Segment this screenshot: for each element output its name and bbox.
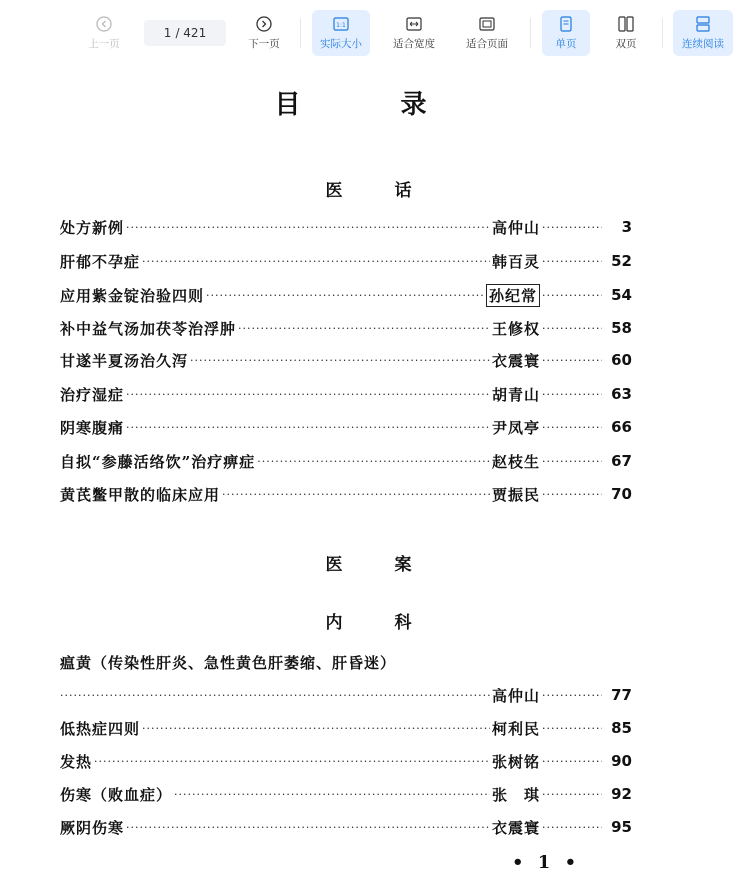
double-page-label: 双页 [615,37,637,50]
continuous-read-label: 连续阅读 [682,37,724,50]
toc-entry-title: 低热症四则 [60,719,141,738]
toc-leader [190,354,490,367]
toc-leader [542,488,602,501]
toc-entry-page: 92 [611,785,632,803]
toc-entry[interactable] [60,749,632,773]
toc-entry-title: 伤寒（败血症） [60,785,173,804]
toc-leader [542,788,602,801]
chevron-right-circle-icon [256,16,272,32]
toc-entry-title: 补中益气汤加茯苓治浮肿 [60,319,237,338]
next-page-button[interactable] [242,10,286,56]
subsection-heading-right: 科 [394,613,412,633]
page-indicator [144,20,226,46]
section-heading-left: 医 [325,555,343,575]
toc-leader [126,421,490,434]
toc-entry-title: 肝郁不孕症 [60,252,141,271]
toc-entry-author: 张 琪 [491,785,540,804]
toc-entry-page: 63 [611,385,632,403]
chevron-left-circle-icon [96,16,112,32]
toc-entry-author: 韩百灵 [491,252,540,271]
fit-width-icon [406,16,422,32]
toc-leader [542,421,602,434]
toc-entry-page: 70 [611,485,632,503]
toc-entry-title: 治疗湿症 [60,385,125,404]
toc-entry-title: 黄芪鳖甲散的临床应用 [60,485,221,504]
prev-page-button[interactable] [84,10,124,56]
toc-entry-title: 发热 [60,752,93,771]
toc-entry-page: 60 [611,351,632,369]
toc-entry-author: 衣震寰 [491,351,540,370]
toc-entry-page: 3 [621,218,632,236]
section-heading-yian [0,550,737,575]
page-number: • 1 • [512,852,581,873]
toc-entry[interactable] [60,382,632,406]
toc-title: 目录 [274,90,527,120]
toc-leader [222,488,490,501]
toc-leader [542,354,602,367]
toc-entry-author: 柯利民 [491,719,540,738]
actual-size-button[interactable] [312,10,370,56]
toc-entry-author: 贾振民 [491,485,540,504]
toc-entry[interactable] [60,249,632,273]
single-page-icon [558,16,574,32]
toc-entry-page: 85 [611,719,632,737]
toc-entry[interactable] [60,449,632,473]
toc-entry[interactable] [60,815,632,839]
toc-leader [542,755,602,768]
svg-text:1:1: 1:1 [336,21,346,29]
toc-entry-page: 95 [611,818,632,836]
toc-entry-title: 自拟“参藤活络饮”治疗痹症 [60,452,256,471]
toc-leader [542,255,602,268]
fit-page-icon [479,16,495,32]
toolbar-divider [530,18,531,48]
toc-leader [238,322,490,335]
toc-entry-page: 54 [611,286,632,304]
toc-leader [142,722,490,735]
fit-width-button[interactable] [386,10,442,56]
fit-page-button[interactable] [458,10,516,56]
actual-size-icon [333,16,349,32]
toc-entry[interactable] [60,348,632,372]
toc-entry-title: 应用紫金锭治验四则 [60,286,205,305]
toc-entry-page: 58 [611,319,632,337]
toc-entry[interactable] [60,316,632,340]
toc-leader [542,689,602,702]
toc-entry-author: 张树铭 [491,752,540,771]
subsection-heading-neike [0,608,737,633]
toc-leader [542,289,602,302]
toc-entry[interactable] [60,716,632,740]
continuous-read-icon [695,16,711,32]
toc-leader [542,455,602,468]
subsection-heading-left: 内 [325,613,343,633]
prev-page-label: 上一页 [88,37,120,50]
toc-leader [94,755,490,768]
toc-leader [126,388,490,401]
next-page-label: 下一页 [248,37,280,50]
toc-entry-page: 52 [611,252,632,270]
toc-entry-long-title[interactable]: 瘟黄（传染性肝炎、急性黄色肝萎缩、肝昏迷） [60,654,397,672]
page-current-input[interactable]: 1 [163,26,172,40]
single-page-label: 单页 [555,37,577,50]
toc-entry-author: 孙纪常 [486,284,540,307]
toc-leader [60,689,490,702]
toc-leader [174,788,490,801]
section-heading-yihua [0,176,737,201]
toc-entry[interactable] [60,283,632,307]
toc-entry-title: 阴寒腹痛 [60,418,125,437]
toc-leader [542,821,602,834]
toc-entry-page: 90 [611,752,632,770]
toc-entry[interactable] [60,683,632,707]
toolbar-divider [662,18,663,48]
toc-entry-author: 尹凤亭 [491,418,540,437]
section-heading-left: 医 [325,181,343,201]
actual-size-label: 实际大小 [320,37,362,50]
toc-entry-title: 甘遂半夏汤治久泻 [60,351,189,370]
toc-entry-author: 王修权 [491,319,540,338]
toc-entry-author: 赵枝生 [491,452,540,471]
toc-entry[interactable] [60,482,632,506]
toc-leader [257,455,490,468]
single-page-button[interactable] [542,10,590,56]
toc-entry-page: 67 [611,452,632,470]
fit-width-label: 适合宽度 [393,37,435,50]
continuous-read-button[interactable] [673,10,733,56]
double-page-button[interactable] [602,10,650,56]
toc-entry-author: 衣震寰 [491,818,540,837]
viewer-toolbar [0,0,737,64]
toc-leader [542,221,602,234]
toc-entry[interactable] [60,215,632,239]
toc-leader [206,289,484,302]
toc-entry[interactable] [60,415,632,439]
fit-page-label: 适合页面 [466,37,508,50]
toc-entry-page: 77 [611,686,632,704]
toc-entry-title: 处方新例 [60,218,125,237]
toc-entry-author: 胡青山 [491,385,540,404]
page-total: / 421 [175,26,207,40]
section-heading-right: 案 [394,555,412,575]
toc-entry-author: 高仲山 [491,686,540,705]
toolbar-divider [300,18,301,48]
toc-leader [126,821,490,834]
toc-leader [542,722,602,735]
toc-leader [542,388,602,401]
double-page-icon [618,16,634,32]
toc-leader [142,255,490,268]
toc-entry-title: 厥阴伤寒 [60,818,125,837]
toc-entry[interactable] [60,782,632,806]
toc-entry-page: 66 [611,418,632,436]
toc-leader [542,322,602,335]
toc-entry-author: 高仲山 [491,218,540,237]
section-heading-right: 话 [394,181,412,201]
toc-leader [126,221,490,234]
